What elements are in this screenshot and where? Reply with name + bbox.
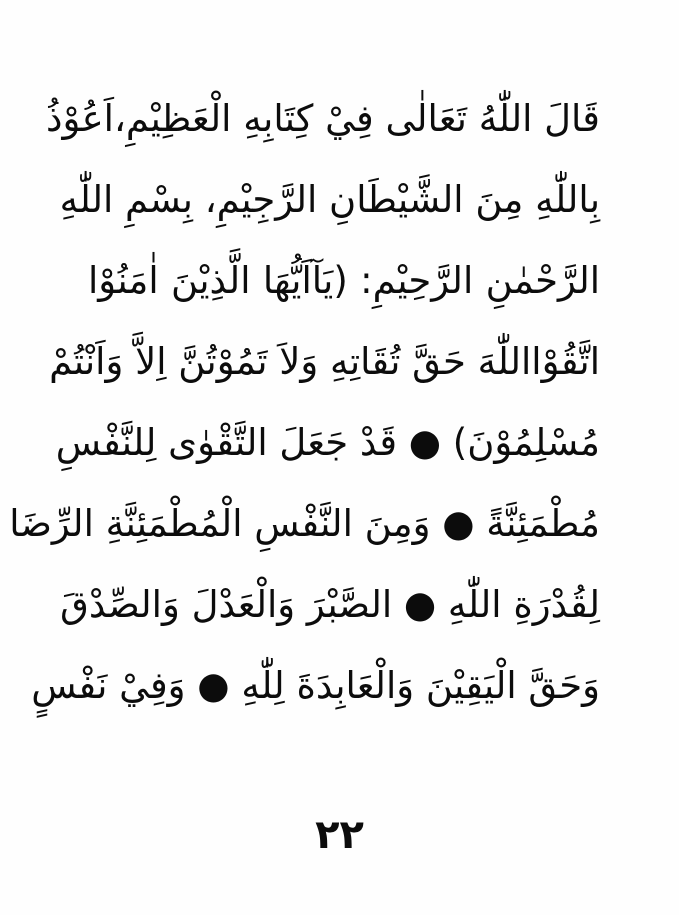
text-line-1: قَالَ اللّٰهُ تَعَالٰى فِيْ كِتَابِهِ الْعَظِيْمِ،اَعُوْذُ — [46, 97, 600, 140]
page-number: ٢٢ — [315, 812, 364, 858]
arabic-text-block — [9, 78, 600, 726]
text-line-6: مُطْمَئِنَّةً ● وَمِنَ النَّفْسِ الْمُطْمَئِنَّةِ الرِّضَا — [9, 502, 600, 545]
text-line-5: مُسْلِمُوْنَ) ● قَدْ جَعَلَ التَّقْوٰى لِلنَّفْسِ — [55, 421, 600, 464]
text-line-3: الرَّحْمٰنِ الرَّحِيْمِ: (يَآاَيُّهَا الَّذِيْنَ اٰمَنُوْا — [88, 259, 600, 302]
text-line-7: لِقُدْرَةِ اللّٰهِ ● الصَّبْرَ وَالْعَدْلَ وَالصِّدْقَ — [60, 583, 600, 626]
text-line-4: اتَّقُوْااللّٰهَ حَقَّ تُقَاتِهِ وَلاَ تَمُوْتُنَّ اِلاَّ وَاَنْتُمْ — [49, 340, 600, 383]
text-line-2: بِاللّٰهِ مِنَ الشَّيْطَانِ الرَّجِيْمِ، بِسْمِ اللّٰهِ — [59, 178, 600, 221]
text-line-8: وَحَقَّ الْيَقِيْنَ وَالْعَابِدَةَ لِلّٰهِ ● وَفِيْ نَفْسٍ — [31, 664, 600, 707]
